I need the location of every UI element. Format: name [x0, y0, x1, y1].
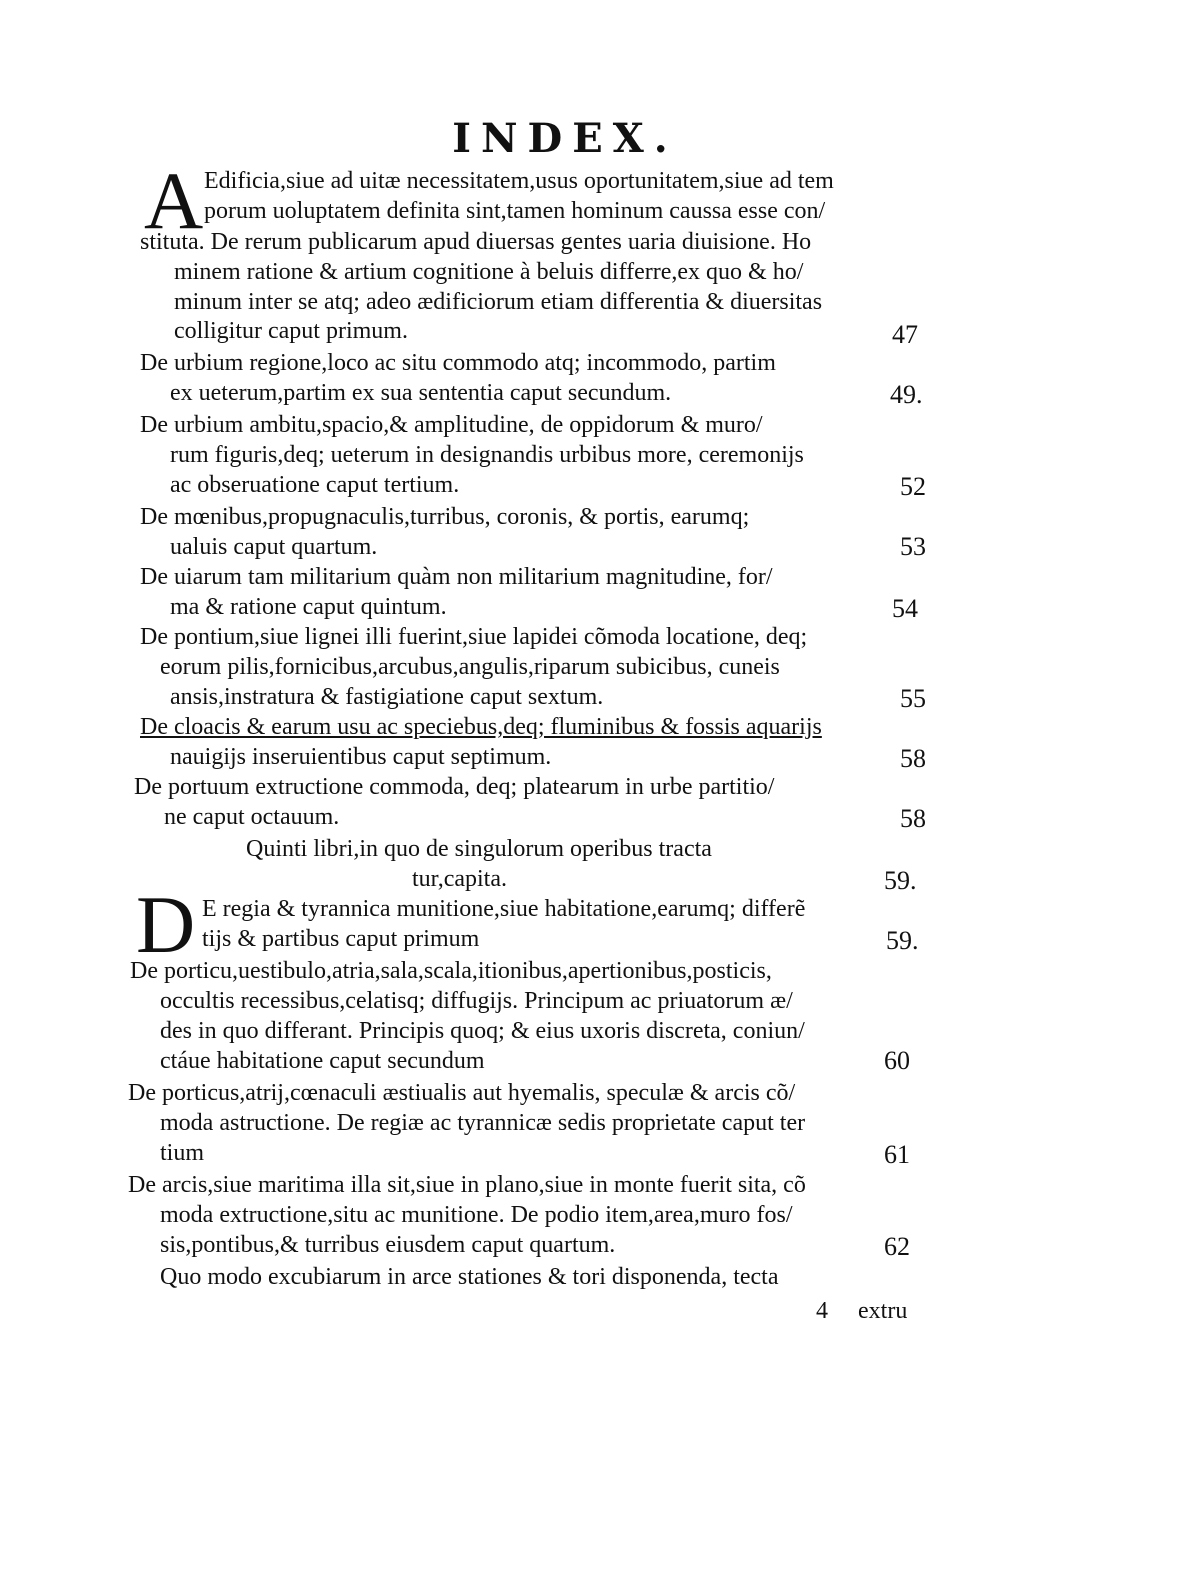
drop-cap-d: D [136, 879, 196, 970]
page-number: 52 [900, 472, 926, 501]
page-number: 58 [900, 804, 926, 833]
text-line: De urbium regione,loco ac situ commodo atq; incommodo, partim [140, 350, 776, 376]
text-line: moda astructione. De regiæ ac tyrannicæ sedis proprietate caput ter [160, 1110, 806, 1136]
text-line: minum inter se atq; adeo ædificiorum etiam differentia & diuersitas [174, 289, 823, 315]
text-line: sis,pontibus,& turribus eiusdem caput quartum. [160, 1232, 616, 1258]
text-line: occultis recessibus,celatisq; diffugijs. Principum ac priuatorum æ/ [160, 988, 793, 1014]
text-line: nauigijs inseruientibus caput septimum. [170, 744, 552, 770]
catchword: extru [858, 1298, 908, 1324]
drop-cap-a: A [144, 155, 204, 246]
page-number: 54 [892, 594, 918, 623]
text-line: des in quo differant. Principis quoq; & eius uxoris discreta, coniun/ [160, 1018, 805, 1044]
page-number: 55 [900, 684, 926, 713]
page-number: 62 [884, 1232, 910, 1261]
page-number: 59. [886, 926, 919, 955]
book-heading: Quinti libri,in quo de singulorum operibus tracta [246, 836, 712, 862]
text-line: minem ratione & artium cognitione à beluis differre,ex quo & ho/ [174, 259, 804, 285]
text-line: De pontium,siue lignei illi fuerint,siue lapidei cõmoda locatione, deq; [140, 624, 808, 650]
text-line: De arcis,siue maritima illa sit,siue in plano,siue in monte fuerit sita, cõ [128, 1172, 806, 1198]
signature-mark: 4 [816, 1298, 828, 1324]
text-line: colligitur caput primum. [174, 318, 408, 344]
text-line: Edificia,siue ad uitæ necessitatem,usus oportunitatem,siue ad tem [204, 168, 834, 194]
text-line: porum uoluptatem definita sint,tamen hominum caussa esse con/ [204, 198, 826, 224]
text-line: Quo modo excubiarum in arce stationes & tori disponenda, tecta [160, 1264, 779, 1290]
page-number: 59. [884, 866, 917, 895]
text-line: rum figuris,deq; ueterum in designandis urbibus more, ceremonijs [170, 442, 804, 468]
text-line: De porticu,uestibulo,atria,sala,scala,itionibus,apertionibus,posticis, [130, 958, 772, 984]
text-line: De urbium ambitu,spacio,& amplitudine, de oppidorum & muro/ [140, 412, 763, 438]
text-line: De mœnibus,propugnaculis,turribus, coronis, & portis, earumq; [140, 504, 750, 530]
text-line: ex ueterum,partim ex sua sententia caput secundum. [170, 380, 672, 406]
page-title: INDEX. [452, 115, 678, 162]
page-number: 47 [892, 320, 918, 349]
page-number: 58 [900, 744, 926, 773]
text-line: E regia & tyrannica munitione,siue habitatione,earumq; differẽ [202, 896, 806, 922]
text-line: De uiarum tam militarium quàm non militarium magnitudine, for/ [140, 564, 773, 590]
text-line: eorum pilis,fornicibus,arcubus,angulis,riparum subicibus, cuneis [160, 654, 780, 680]
text-line: tijs & partibus caput primum [202, 926, 480, 952]
page-number: 61 [884, 1140, 910, 1169]
text-line: ac obseruatione caput tertium. [170, 472, 460, 498]
book-heading: tur,capita. [412, 866, 507, 892]
page-number: 60 [884, 1046, 910, 1075]
page-number: 53 [900, 532, 926, 561]
text-line: De portuum extructione commoda, deq; platearum in urbe partitio/ [134, 774, 775, 800]
text-line: stituta. De rerum publicarum apud diuersas gentes uaria diuisione. Ho [140, 229, 812, 255]
text-line: De cloacis & earum usu ac speciebus,deq; fluminibus & fossis aquarijs [140, 714, 822, 740]
text-line: ne caput octauum. [164, 804, 340, 830]
text-line: moda extructione,situ ac munitione. De podio item,area,muro fos/ [160, 1202, 793, 1228]
text-line: ctáue habitatione caput secundum [160, 1048, 485, 1074]
text-line: De porticus,atrij,cœnaculi æstiualis aut hyemalis, speculæ & arcis cõ/ [128, 1080, 796, 1106]
page-number: 49. [890, 380, 923, 409]
text-line: ansis,instratura & fastigiatione caput sextum. [170, 684, 604, 710]
text-line: tium [160, 1140, 205, 1166]
text-line: ualuis caput quartum. [170, 534, 378, 560]
text-line: ma & ratione caput quintum. [170, 594, 447, 620]
